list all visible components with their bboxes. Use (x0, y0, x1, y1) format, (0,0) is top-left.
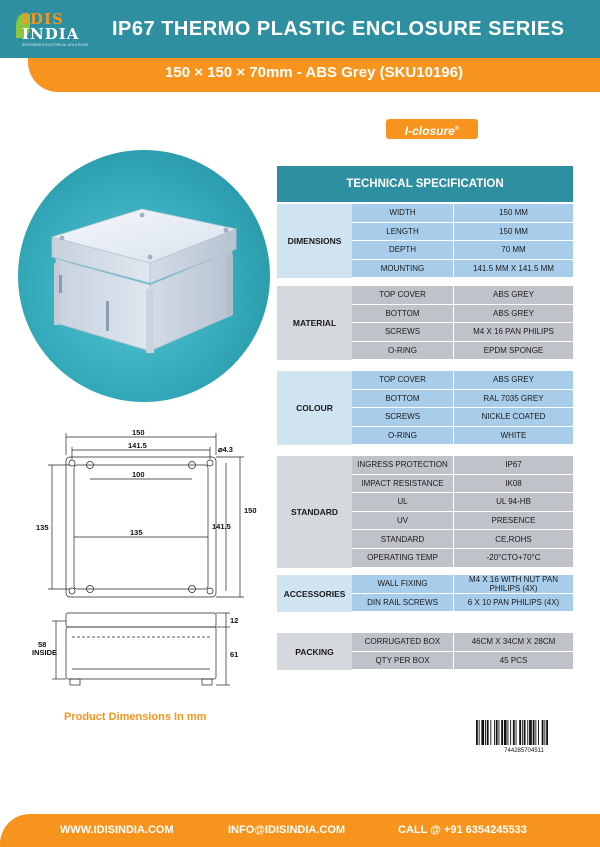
spec-key: WALL FIXING (352, 575, 454, 594)
spec-value: WHITE (454, 427, 573, 446)
spec-value: 141.5 MM X 141.5 MM (454, 260, 573, 279)
spec-key: MOUNTING (352, 260, 454, 279)
dim-side-left: 58 (38, 640, 47, 649)
dim-right-height: 150 (244, 506, 257, 515)
dim-inner-width: 100 (132, 470, 145, 479)
barcode-bar (533, 720, 535, 745)
spec-key: BOTTOM (352, 390, 454, 409)
logo-idis-text: IDIS (22, 10, 64, 28)
spec-value: PRESENCE (454, 512, 573, 531)
spec-key: SCREWS (352, 323, 454, 342)
footer-phone-link[interactable]: CALL @ +91 6354245533 (398, 824, 527, 836)
barcode-bar (508, 720, 509, 745)
product-subtitle: 150 × 150 × 70mm - ABS Grey (SKU10196) (165, 64, 463, 81)
barcode-bar (527, 720, 528, 745)
barcode-bar (524, 720, 526, 745)
spec-row (352, 456, 573, 475)
spec-row (352, 530, 573, 549)
spec-row (352, 286, 573, 305)
spec-row (352, 342, 573, 361)
enclosure-product-image (46, 205, 242, 355)
page-title: IP67 THERMO PLASTIC ENCLOSURE SERIES (112, 18, 565, 40)
barcode-bar (504, 720, 507, 745)
barcode-bar (538, 720, 539, 745)
barcode-bar (496, 720, 498, 745)
spec-value: M4 X 16 PAN PHILIPS (454, 323, 573, 342)
barcode-bar (542, 720, 544, 745)
spec-value: CE,ROHS (454, 530, 573, 549)
dim-side-top: 12 (230, 616, 239, 625)
barcode-bar (485, 720, 486, 745)
spec-key: WIDTH (352, 204, 454, 223)
spec-row (352, 260, 573, 279)
barcode-bar (546, 720, 548, 745)
page-header (0, 0, 600, 96)
spec-key: DEPTH (352, 241, 454, 260)
barcode-bar (522, 720, 523, 745)
barcode-bar (479, 720, 480, 745)
spec-key: TOP COVER (352, 286, 454, 305)
brand-name: I-closure (404, 124, 455, 138)
spec-row (352, 512, 573, 531)
spec-row (352, 371, 573, 390)
barcode-bar (476, 720, 478, 745)
barcode-bar (516, 720, 517, 745)
spec-key: UL (352, 493, 454, 512)
spec-group-accessories (277, 575, 573, 612)
spec-row (352, 204, 573, 223)
dim-hole-diameter: ⌀4.3 (218, 445, 233, 454)
logo-tagline: INTEGRATED ELECTRICAL SOLUTIONS (22, 43, 88, 47)
spec-key: DIN RAIL SCREWS (352, 594, 454, 613)
dimensions-caption: Product Dimensions In mm (64, 711, 207, 723)
spec-value: 150 MM (454, 204, 573, 223)
spec-row (352, 475, 573, 494)
barcode-bar (519, 720, 521, 745)
spec-value: IK08 (454, 475, 573, 494)
spec-key: UV (352, 512, 454, 531)
dim-left-height: 135 (36, 523, 49, 532)
barcode-bar (487, 720, 489, 745)
spec-key: IMPACT RESISTANCE (352, 475, 454, 494)
page-footer (0, 814, 600, 847)
spec-row (352, 408, 573, 427)
spec-group-label: COLOUR (296, 403, 333, 414)
spec-row (352, 305, 573, 324)
spec-group-material (277, 286, 573, 360)
spec-value: -20°CTO+70°C (454, 549, 573, 568)
spec-key: BOTTOM (352, 305, 454, 324)
dim-top-width: 150 (132, 428, 145, 437)
spec-row (352, 633, 573, 652)
spec-row (352, 223, 573, 242)
dimension-drawing (30, 425, 260, 695)
dim-side-left-sub: INSIDE (32, 648, 58, 657)
spec-row (352, 493, 573, 512)
spec-row (352, 652, 573, 671)
dim-side-right: 61 (230, 650, 239, 659)
dim-right-hole-span: 141.5 (212, 522, 231, 531)
footer-website-link[interactable]: WWW.IDISINDIA.COM (60, 824, 174, 836)
spec-key: O-RING (352, 342, 454, 361)
barcode-bar (481, 720, 484, 745)
spec-value: 70 MM (454, 241, 573, 260)
registered-mark: ® (454, 126, 460, 132)
spec-group-standard (277, 456, 573, 568)
spec-title: TECHNICAL SPECIFICATION (277, 166, 573, 202)
spec-key: LENGTH (352, 223, 454, 242)
brand-badge (386, 119, 478, 139)
spec-value: IP67 (454, 456, 573, 475)
spec-group-label: MATERIAL (292, 318, 337, 329)
spec-value: ABS GREY (454, 305, 573, 324)
spec-value: 45 PCS (454, 652, 573, 671)
spec-row (352, 427, 573, 446)
spec-row (352, 323, 573, 342)
spec-group-label: ACCESSORIES (283, 588, 346, 599)
company-logo (22, 10, 100, 50)
dim-inner-span: 135 (130, 528, 143, 537)
barcode-bar (513, 720, 515, 745)
spec-key: QTY PER BOX (352, 652, 454, 671)
spec-key: INGRESS PROTECTION (352, 456, 454, 475)
spec-key: SCREWS (352, 408, 454, 427)
barcode-bar (499, 720, 500, 745)
barcode-bar (544, 720, 545, 745)
dim-top-hole-span: 141.5 (128, 441, 147, 450)
spec-row (352, 575, 573, 594)
spec-row (352, 549, 573, 568)
spec-value: RAL 7035 GREY (454, 390, 573, 409)
spec-value: NICKLE COATED (454, 408, 573, 427)
spec-group-dimensions (277, 204, 573, 278)
barcode-bar (494, 720, 495, 745)
spec-value: ABS GREY (454, 286, 573, 305)
logo-india-text: INDIA (22, 25, 80, 43)
spec-key: TOP COVER (352, 371, 454, 390)
barcode-number: 744285704511 (504, 748, 544, 754)
spec-key: CORRUGATED BOX (352, 633, 454, 652)
spec-group-label: DIMENSIONS (287, 236, 342, 247)
spec-value: ABS GREY (454, 371, 573, 390)
spec-row (352, 594, 573, 613)
barcode-bar (535, 720, 536, 745)
spec-key: OPERATING TEMP (352, 549, 454, 568)
spec-value: 150 MM (454, 223, 573, 242)
spec-value: EPDM SPONGE (454, 342, 573, 361)
spec-group-colour (277, 371, 573, 445)
spec-group-label: STANDARD (290, 506, 339, 517)
spec-value: M4 X 16 WITH NUT PAN PHILIPS (4X) (454, 575, 573, 594)
spec-value: UL 94-HB (454, 493, 573, 512)
barcode (474, 718, 574, 754)
barcode-bar (510, 720, 511, 745)
barcode-bar (529, 720, 532, 745)
spec-row (352, 390, 573, 409)
spec-value: 6 X 10 PAN PHILIPS (4X) (454, 594, 573, 613)
barcode-bar (490, 720, 491, 745)
spec-group-packing (277, 633, 573, 670)
spec-value: 46CM X 34CM X 28CM (454, 633, 573, 652)
barcode-bar (501, 720, 503, 745)
spec-key: STANDARD (352, 530, 454, 549)
footer-email-link[interactable]: INFO@IDISINDIA.COM (228, 824, 346, 836)
spec-group-label: PACKING (295, 646, 334, 657)
barcode-bars (476, 720, 548, 745)
spec-row (352, 241, 573, 260)
spec-key: O-RING (352, 427, 454, 446)
